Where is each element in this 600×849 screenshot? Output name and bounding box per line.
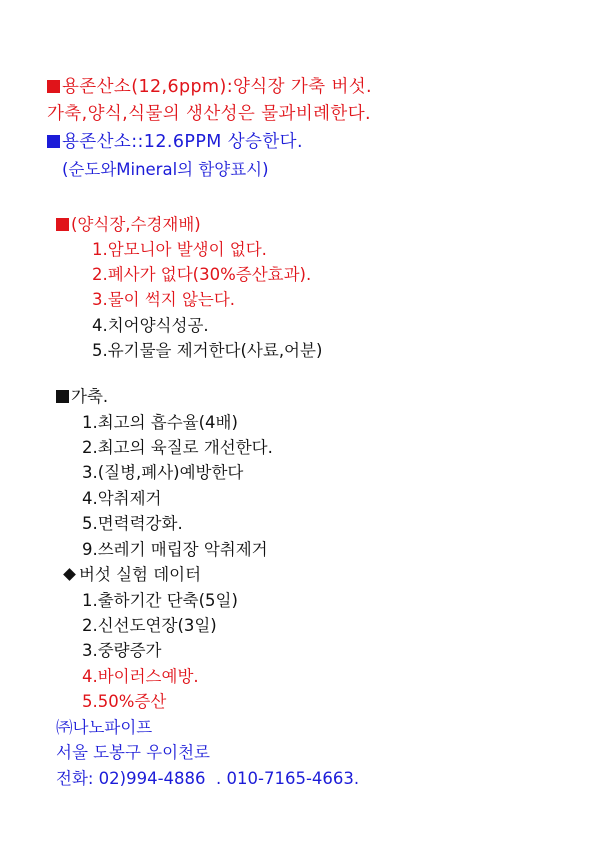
aquaculture-heading: (양식장,수경재배): [56, 215, 201, 235]
red-square-icon: [47, 80, 60, 93]
company-name: ㈜나노파이프: [56, 718, 153, 737]
black-diamond-icon: [63, 568, 76, 581]
mushroom-item: 3.중량증가: [82, 641, 162, 660]
company-phone: 전화: 02)994-4886 . 010-7165-4663.: [56, 769, 360, 788]
aquaculture-item: 1.암모니아 발생이 없다.: [92, 240, 267, 259]
livestock-item: 3.(질병,폐사)예방한다: [82, 463, 244, 482]
blue-square-icon: [47, 135, 60, 148]
livestock-item: 5.면력력강화.: [82, 514, 183, 533]
livestock-item: 1.최고의 흡수율(4배): [82, 413, 238, 432]
header-line-1: 용존산소(12,6ppm):양식장 가축 버섯.: [47, 77, 372, 97]
red-square-icon: [56, 218, 69, 231]
livestock-item: 2.최고의 육질로 개선한다.: [82, 438, 273, 457]
mushroom-item: 5.50%증산: [82, 692, 167, 711]
company-address: 서울 도봉구 우이천로: [56, 743, 210, 762]
aquaculture-item: 3.물이 썩지 않는다.: [92, 290, 236, 309]
mushroom-heading: 버섯 실험 데이터: [62, 565, 201, 585]
mushroom-item: 2.신선도연장(3일): [82, 616, 217, 635]
header-line-2: 가축,양식,식물의 생산성은 물과비례한다.: [47, 104, 371, 124]
livestock-item: 4.악취제거: [82, 489, 162, 508]
header-line-4: (순도와Mineral의 함양표시): [62, 160, 269, 179]
header-line-3: 용존산소::12.6PPM 상승한다.: [47, 132, 303, 152]
mushroom-item: 4.바이러스예방.: [82, 667, 199, 686]
black-square-icon: [56, 390, 69, 403]
aquaculture-item: 4.치어양식성공.: [92, 316, 209, 335]
livestock-heading: 가축.: [56, 387, 108, 407]
mushroom-item: 1.출하기간 단축(5일): [82, 591, 238, 610]
aquaculture-item: 5.유기물을 제거한다(사료,어분): [92, 341, 323, 360]
livestock-item: 9.쓰레기 매립장 악취제거: [82, 540, 268, 559]
aquaculture-item: 2.폐사가 없다(30%증산효과).: [92, 265, 312, 284]
